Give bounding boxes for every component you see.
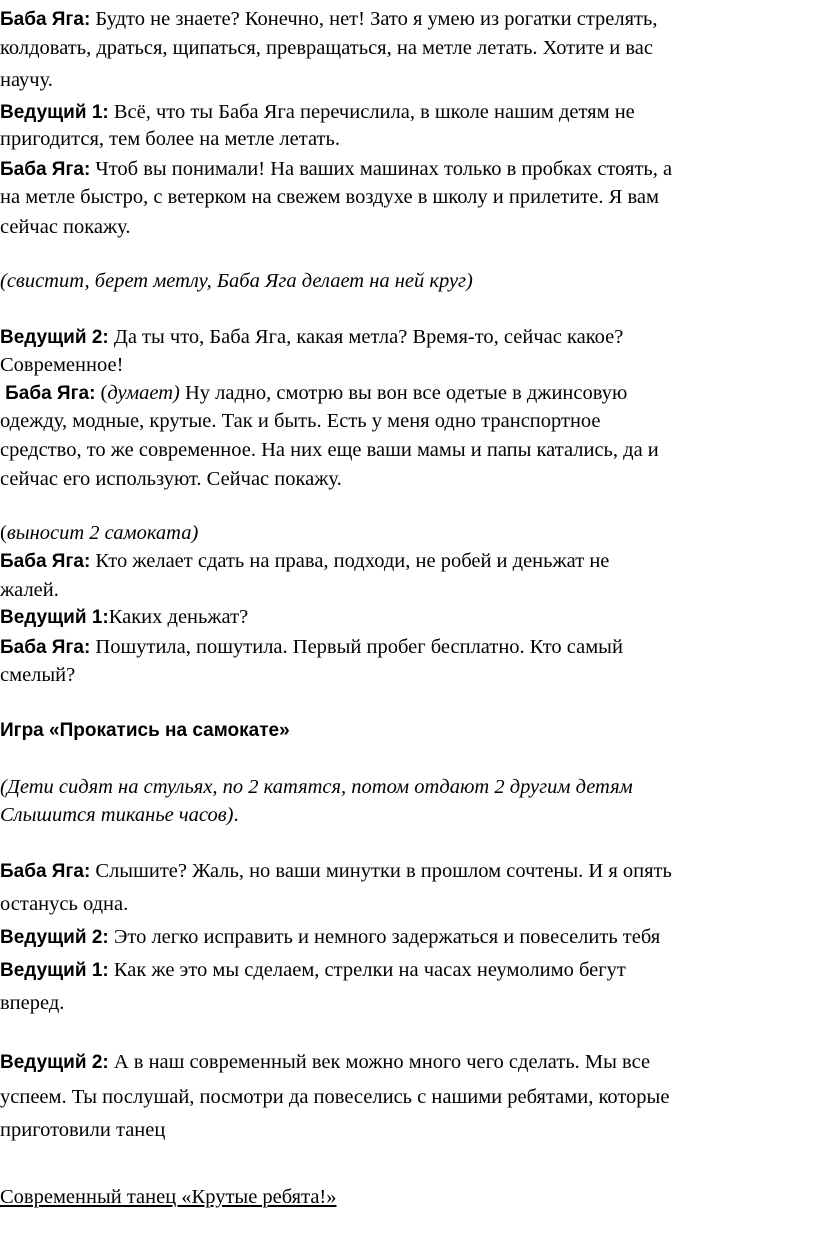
paren-open: ( xyxy=(0,522,7,544)
speaker-label: Баба Яга: xyxy=(0,861,91,882)
speaker-label: Ведущий 2: xyxy=(0,927,109,948)
dialogue-text: Чтоб вы понимали! На ваших машинах только в пробках стоять, а xyxy=(95,158,673,180)
dialogue-text: Современное! xyxy=(0,354,124,376)
dialogue-line xyxy=(0,406,816,436)
dialogue-line xyxy=(0,922,816,953)
dialogue-line xyxy=(0,350,816,380)
dialogue-text: смелый? xyxy=(0,664,76,686)
stage-direction xyxy=(0,518,816,548)
dialogue-line xyxy=(0,212,816,242)
dialogue-text: Всё, что ты Баба Яга перечислила, в школе нашим детям не xyxy=(113,101,635,123)
period: . xyxy=(233,804,239,826)
dialogue-text: сейчас покажу. xyxy=(0,216,131,238)
dialogue-line xyxy=(0,182,816,212)
dialogue-text: успеем. Ты послушай, посмотри да повеселись с нашими ребятами, которые xyxy=(0,1086,670,1108)
dialogue-line xyxy=(0,602,816,633)
dialogue-text: сейчас его используют. Сейчас покажу. xyxy=(0,468,342,490)
dialogue-text: Это легко исправить и немного задержаться и повеселить тебя xyxy=(113,926,661,948)
paren-open: ( xyxy=(100,382,108,404)
game-heading: Игра «Прокатись на самокате» xyxy=(0,720,290,741)
dialogue-text: Ну ладно, смотрю вы вон все одетые в джинсовую xyxy=(184,382,628,404)
dialogue-line xyxy=(0,889,816,919)
speaker-label: Ведущий 2: xyxy=(0,327,109,348)
dialogue-text: жалей. xyxy=(0,579,59,601)
dialogue-text: пригодится, тем более на метле летать. xyxy=(0,128,340,150)
dance-title: Современный танец «Крутые ребята!» xyxy=(0,1186,337,1208)
dialogue-line xyxy=(0,856,816,887)
dialogue-line xyxy=(0,124,816,154)
dialogue-text: на метле быстро, с ветерком на свежем воздухе в школу и прилетите. Я вам xyxy=(0,186,659,208)
speaker-label: Ведущий 1: xyxy=(0,960,109,981)
dialogue-line xyxy=(0,632,816,663)
dialogue-line xyxy=(0,660,816,690)
dialogue-text: Кто желает сдать на права, подходи, не робей и деньжат не xyxy=(95,550,610,572)
dialogue-text: приготовили танец xyxy=(0,1119,166,1141)
dialogue-line xyxy=(0,955,816,986)
speaker-label: Баба Яга: xyxy=(0,9,91,30)
dialogue-line xyxy=(0,575,816,605)
dialogue-text: средство, то же современное. На них еще ваши мамы и папы катались, да и xyxy=(0,439,659,461)
stage-direction-text: Слышится тиканье часов) xyxy=(0,804,234,826)
dialogue-line xyxy=(0,322,816,353)
stage-direction: (свистит, берет метлу, Баба Яга делает на ней круг) xyxy=(0,270,473,292)
stage-direction: (Дети сидят на стульях, по 2 катятся, потом отдают 2 другим детям xyxy=(0,776,633,798)
speaker-label: Баба Яга: xyxy=(0,637,91,658)
dialogue-text: научу. xyxy=(0,69,53,91)
speaker-label: Баба Яга: xyxy=(5,383,96,404)
dialogue-text: останусь одна. xyxy=(0,893,129,915)
dialogue-text: Будто не знаете? Конечно, нет! Зато я умею из рогатки стрелять, xyxy=(95,8,658,30)
speaker-label: Ведущий 2: xyxy=(0,1052,109,1073)
dialogue-text: одежду, модные, крутые. Так и быть. Есть у меня одно транспортное xyxy=(0,410,601,432)
dialogue-text: вперед. xyxy=(0,992,65,1014)
dialogue-text: Пошутила, пошутила. Первый пробег бесплатно. Кто самый xyxy=(95,636,623,658)
stage-direction-inline: думает) xyxy=(107,382,180,404)
speaker-label: Баба Яга: xyxy=(0,551,91,572)
stage-direction xyxy=(0,800,816,830)
dialogue-line xyxy=(0,33,816,63)
dialogue-line xyxy=(0,1047,816,1078)
dialogue-line xyxy=(0,154,816,185)
dialogue-text: Слышите? Жаль, но ваши минутки в прошлом сочтены. И я опять xyxy=(95,860,672,882)
dialogue-line xyxy=(0,65,816,95)
dialogue-line xyxy=(0,1082,816,1112)
speaker-label: Ведущий 1: xyxy=(0,607,109,628)
dialogue-line xyxy=(0,546,816,577)
speaker-label: Баба Яга: xyxy=(0,159,91,180)
dialogue-text: Да ты что, Баба Яга, какая метла? Время-то, сейчас какое? xyxy=(113,326,624,348)
stage-direction-text: выносит 2 самоката) xyxy=(6,522,199,544)
dialogue-line xyxy=(0,464,816,494)
dialogue-text: колдовать, драться, щипаться, превращаться, на метле летать. Хотите и вас xyxy=(0,37,653,59)
dialogue-line xyxy=(0,1115,816,1145)
dialogue-text: Как же это мы сделаем, стрелки на часах неумолимо бегут xyxy=(113,959,626,981)
dialogue-line xyxy=(0,435,816,465)
speaker-label: Ведущий 1: xyxy=(0,102,109,123)
dialogue-line xyxy=(0,988,816,1018)
dialogue-line xyxy=(0,378,816,409)
dialogue-text: Каких деньжат? xyxy=(108,606,249,628)
dialogue-text: А в наш современный век можно много чего сделать. Мы все xyxy=(113,1051,651,1073)
dialogue-line xyxy=(0,4,816,35)
